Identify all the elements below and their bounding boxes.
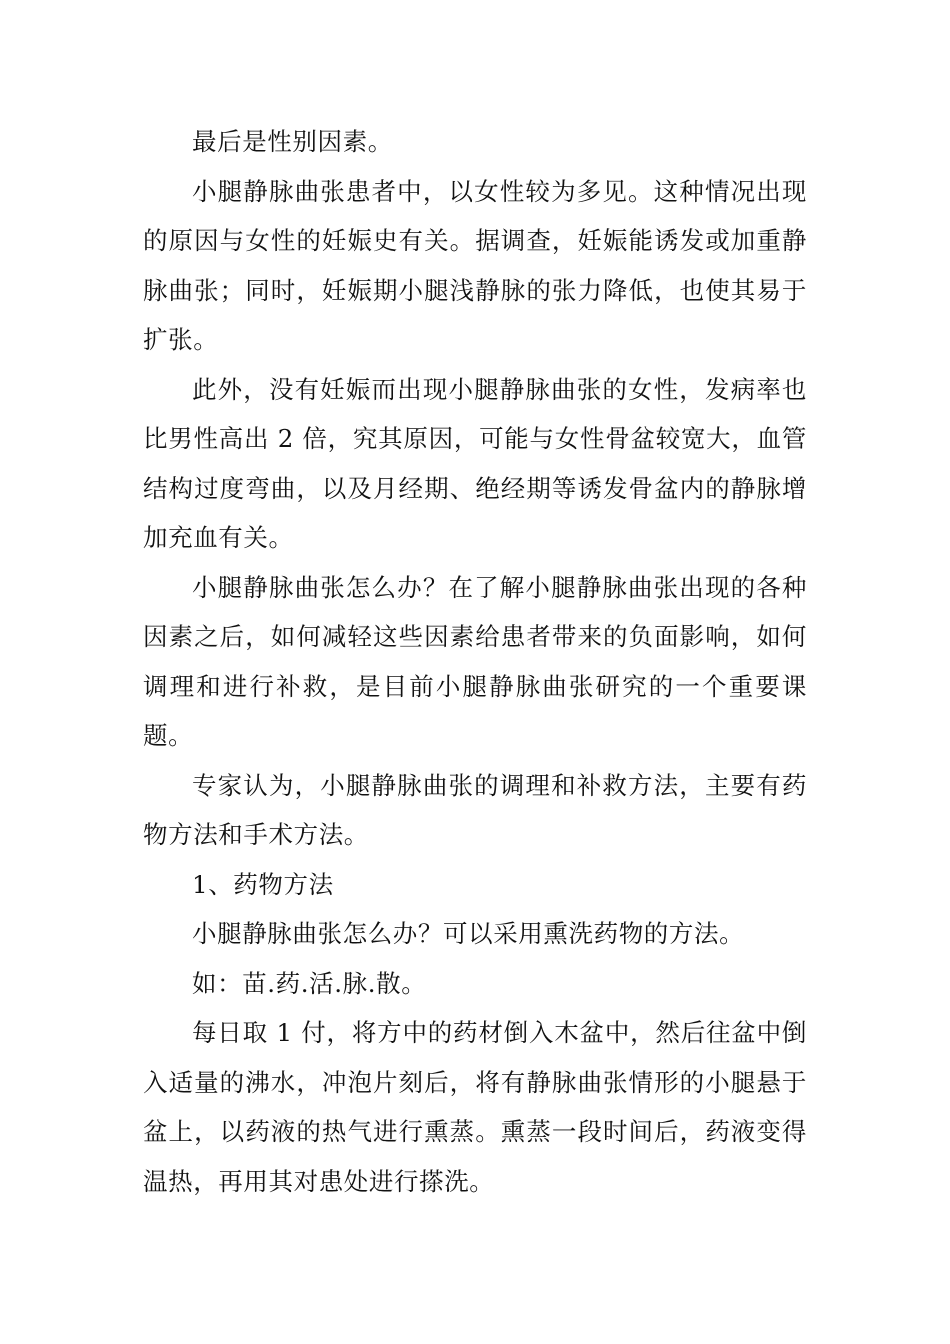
document-page [143, 117, 807, 1206]
section-heading-medication: 1、药物方法 [192, 869, 334, 899]
paragraph-expert-opinion: 专家认为，小腿静脉曲张的调理和补救方法，主要有药物方法和手术方法。 [143, 770, 807, 849]
paragraph-example-remedy: 如：苗.药.活.脉.散。 [192, 968, 427, 998]
paragraph-fumigation-method: 小腿静脉曲张怎么办？可以采用熏洗药物的方法。 [192, 919, 745, 948]
paragraph-female-prevalence: 小腿静脉曲张患者中，以女性较为多见。这种情况出现的原因与女性的妊娠史有关。据调查，妊娠能诱发或加重静脉曲张；同时，妊娠期小腿浅静脉的张力降低，也使其易于扩张。 [143, 176, 807, 354]
paragraph-non-pregnancy-incidence: 此外，没有妊娠而出现小腿静脉曲张的女性，发病率也比男性高出 2 倍，究其原因，可能与女性骨盆较宽大，血管结构过度弯曲，以及月经期、绝经期等诱发骨盆内的静脉增加充血有关。 [143, 374, 807, 552]
paragraph-what-to-do: 小腿静脉曲张怎么办？在了解小腿静脉曲张出现的各种因素之后，如何减轻这些因素给患者带来的负面影响，如何调理和进行补救，是目前小腿静脉曲张研究的一个重要课题。 [143, 572, 807, 750]
paragraph-gender-factor: 最后是性别因素。 [192, 127, 393, 156]
paragraph-daily-usage: 每日取 1 付，将方中的药材倒入木盆中，然后往盆中倒入适量的沸水，冲泡片刻后，将有静脉曲张情形的小腿悬于盆上，以药液的热气进行熏蒸。熏蒸一段时间后，药液变得温热，再用其对患处进行搽洗。 [143, 1018, 807, 1196]
